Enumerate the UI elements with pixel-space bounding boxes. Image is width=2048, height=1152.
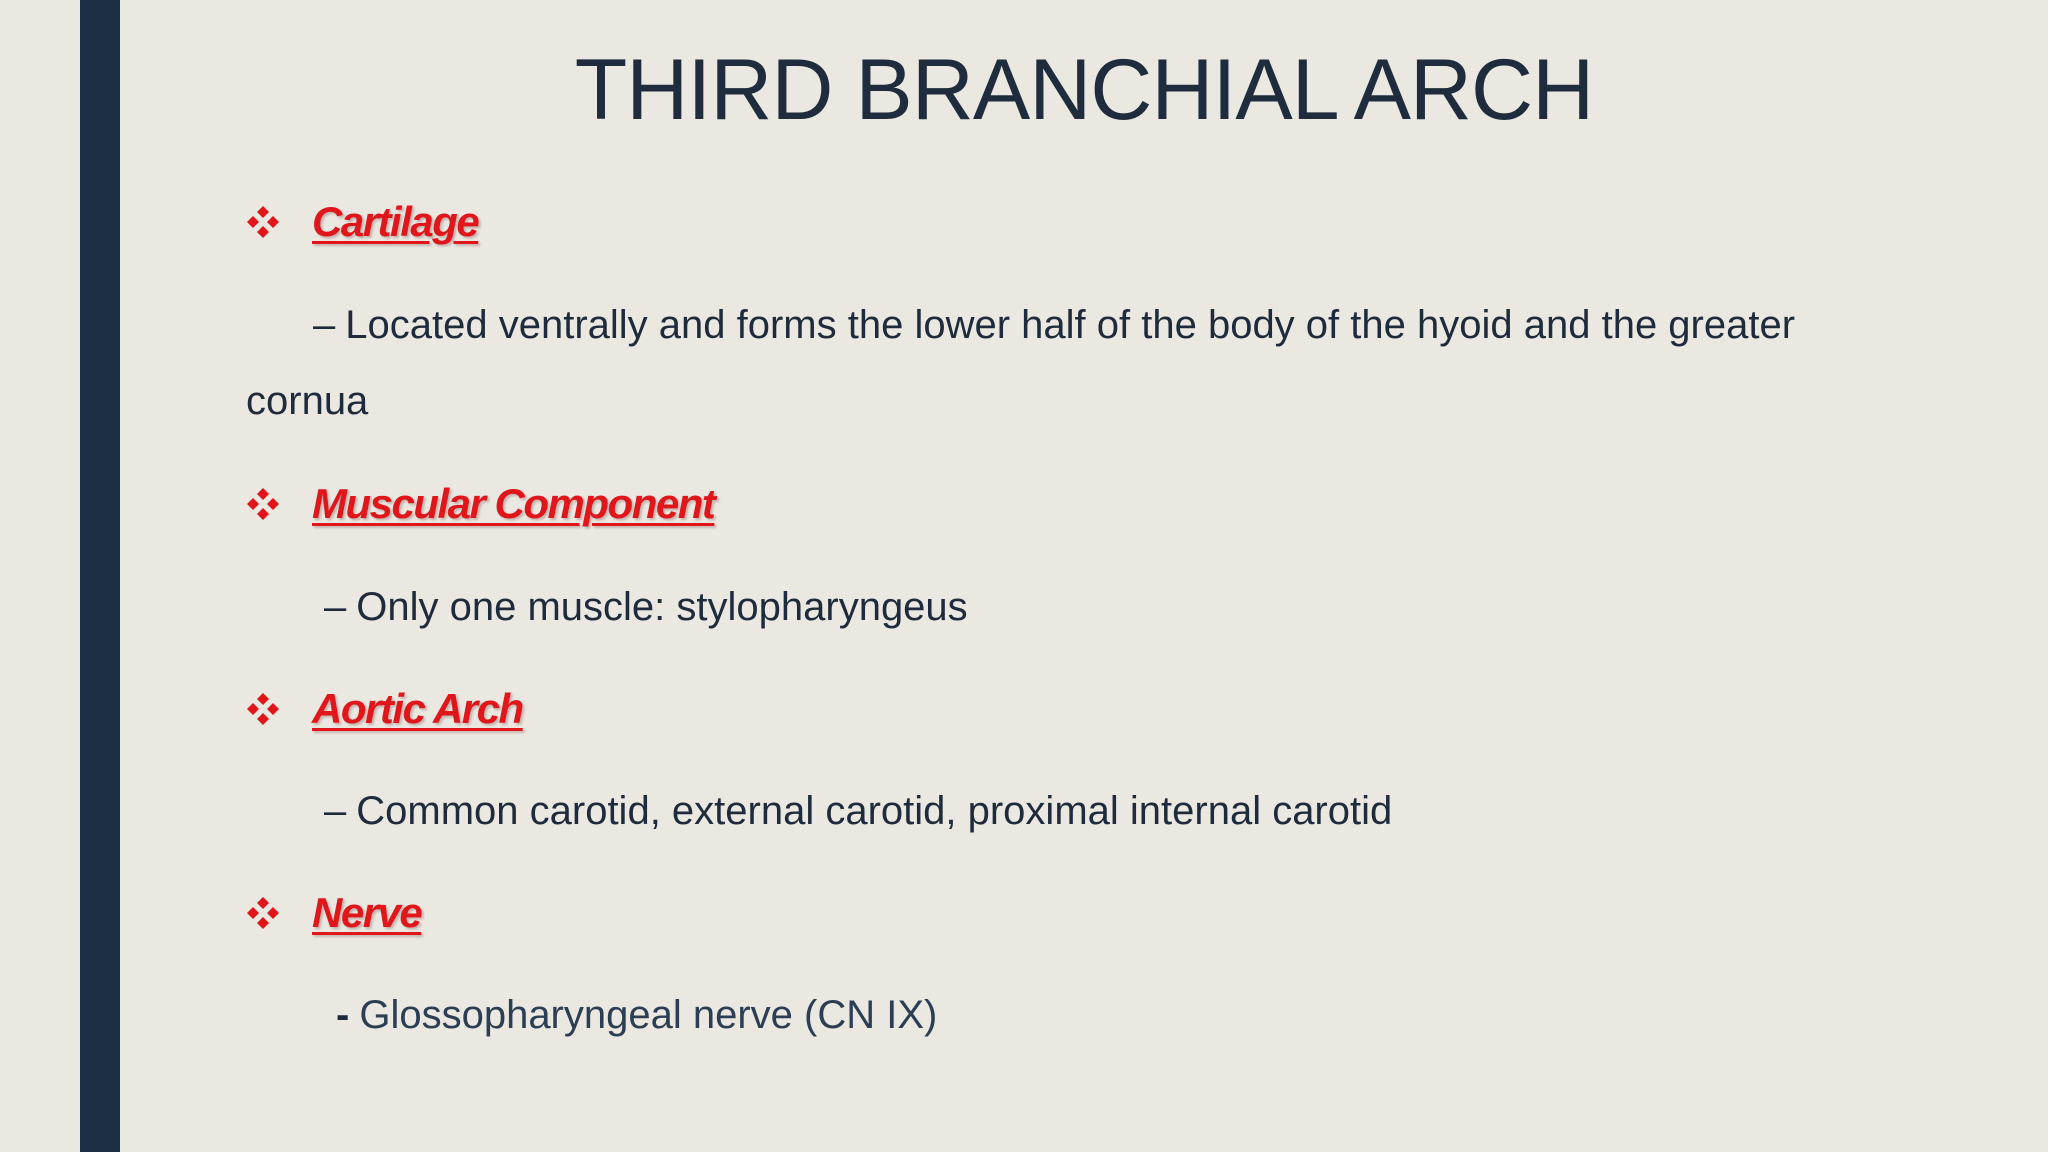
dash-mark: –	[313, 303, 336, 347]
section-body-line	[336, 990, 937, 1040]
section-body-line	[324, 786, 1392, 836]
section-body-continuation: cornua	[246, 379, 369, 423]
four-diamond-bullet-icon	[246, 692, 280, 726]
four-diamond-bullet-icon	[246, 487, 280, 521]
section-heading-cartilage	[246, 192, 478, 252]
section-heading-aortic-arch	[246, 679, 523, 739]
section-body-text: Only one muscle: stylopharyngeus	[356, 585, 968, 629]
section-body-text: Glossopharyngeal nerve (CN IX)	[359, 993, 938, 1037]
dash-mark: –	[324, 789, 347, 833]
four-diamond-bullet-icon	[246, 896, 280, 930]
section-heading-muscular-component	[246, 474, 714, 534]
section-heading-text: Aortic Arch	[312, 685, 523, 732]
section-body-text: Located ventrally and forms the lower half of the body of the hyoid and the greater	[345, 303, 1796, 347]
dash-mark: –	[324, 585, 347, 629]
section-body-text: Common carotid, external carotid, proximal internal carotid	[356, 789, 1393, 833]
section-body-line	[324, 582, 968, 632]
four-diamond-bullet-icon	[246, 205, 280, 239]
section-heading-text: Nerve	[312, 889, 422, 936]
left-accent-bar	[80, 0, 120, 1152]
slide-title: THIRD BRANCHIAL ARCH	[574, 42, 1594, 138]
section-heading-nerve	[246, 883, 421, 943]
section-heading-text: Muscular Component	[312, 480, 715, 527]
section-body-line	[313, 300, 1795, 350]
section-heading-text: Cartilage	[312, 198, 479, 245]
dash-mark: -	[336, 993, 350, 1037]
